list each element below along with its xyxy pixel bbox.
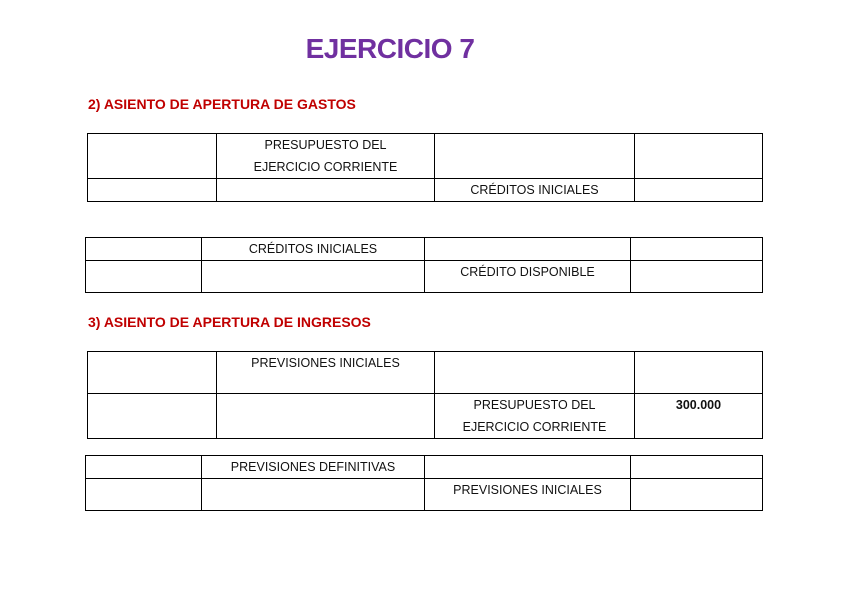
table-cell: CRÉDITO DISPONIBLE bbox=[425, 261, 631, 293]
table-cell bbox=[425, 238, 631, 261]
table-cell bbox=[88, 134, 217, 179]
table-cell bbox=[202, 261, 425, 293]
journal-entry-table-4 bbox=[85, 455, 763, 511]
table-cell bbox=[88, 394, 217, 439]
table-cell bbox=[217, 394, 435, 439]
journal-entry-table-3 bbox=[87, 351, 763, 439]
table-cell: PREVISIONES INICIALES bbox=[425, 479, 631, 511]
table-row bbox=[86, 456, 763, 479]
table-cell bbox=[631, 479, 763, 511]
cell-text: PRESUPUESTO DEL bbox=[473, 398, 596, 412]
table-cell bbox=[86, 238, 202, 261]
amount-cell: 300.000 bbox=[635, 394, 763, 439]
table-cell: CRÉDITOS INICIALES bbox=[435, 179, 635, 202]
table-cell bbox=[635, 179, 763, 202]
table-cell bbox=[202, 479, 425, 511]
table-cell bbox=[86, 456, 202, 479]
table-cell bbox=[86, 479, 202, 511]
table-cell: PREVISIONES INICIALES bbox=[217, 352, 435, 394]
table-cell bbox=[88, 179, 217, 202]
table-cell bbox=[217, 134, 435, 179]
table-cell: PREVISIONES DEFINITIVAS bbox=[202, 456, 425, 479]
table-cell bbox=[86, 261, 202, 293]
table-row bbox=[86, 261, 763, 293]
table-cell bbox=[631, 261, 763, 293]
table-cell bbox=[217, 179, 435, 202]
table-cell bbox=[635, 352, 763, 394]
table-cell bbox=[435, 394, 635, 439]
table-row bbox=[86, 479, 763, 511]
cell-text: EJERCICIO CORRIENTE bbox=[462, 420, 607, 434]
table-row bbox=[88, 179, 763, 202]
table-cell bbox=[425, 456, 631, 479]
table-row bbox=[88, 394, 763, 439]
cell-text: PRESUPUESTO DEL bbox=[264, 138, 387, 152]
table-cell bbox=[635, 134, 763, 179]
table-cell bbox=[435, 352, 635, 394]
table-row bbox=[88, 352, 763, 394]
cell-text: EJERCICIO CORRIENTE bbox=[253, 160, 398, 174]
table-row bbox=[88, 134, 763, 179]
table-cell: CRÉDITOS INICIALES bbox=[202, 238, 425, 261]
section-heading-ingresos: 3) ASIENTO DE APERTURA DE INGRESOS bbox=[88, 314, 371, 330]
journal-entry-table-2 bbox=[85, 237, 763, 293]
table-cell bbox=[435, 134, 635, 179]
journal-entry-table-1 bbox=[87, 133, 763, 202]
table-cell bbox=[631, 456, 763, 479]
table-cell bbox=[631, 238, 763, 261]
section-heading-gastos: 2) ASIENTO DE APERTURA DE GASTOS bbox=[88, 96, 356, 112]
table-row bbox=[86, 238, 763, 261]
document-title: EJERCICIO 7 bbox=[305, 33, 475, 64]
table-cell bbox=[88, 352, 217, 394]
